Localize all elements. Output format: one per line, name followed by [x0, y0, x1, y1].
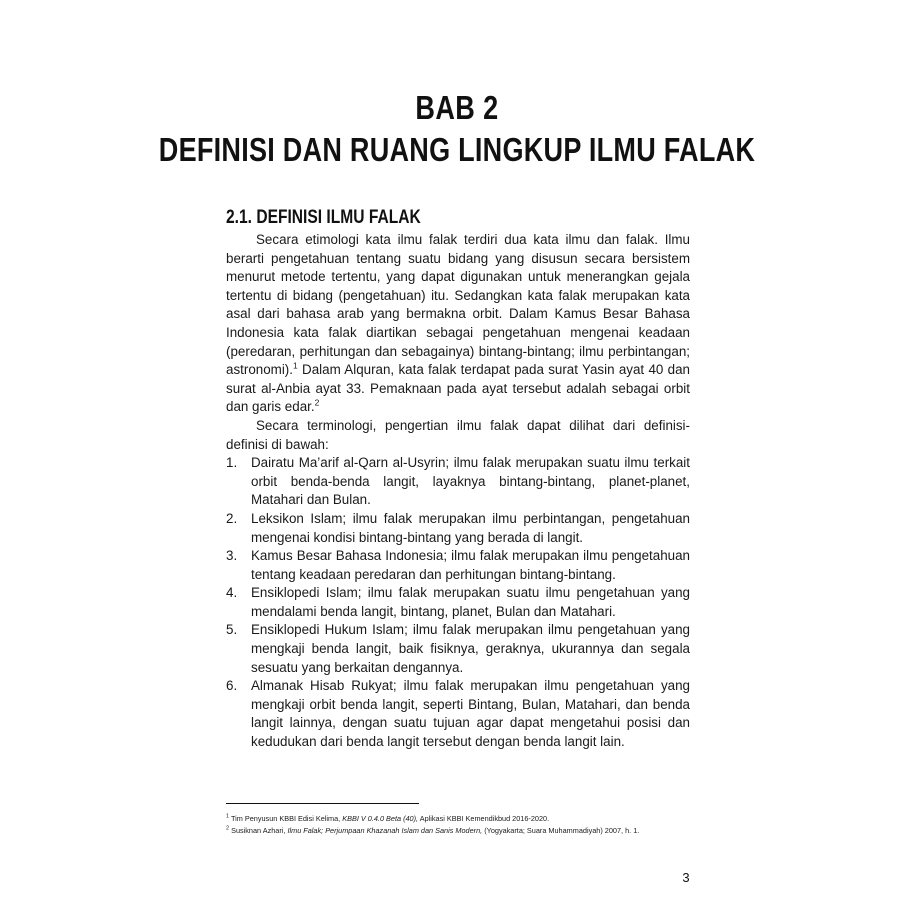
footnote-text: Tim Penyusun KBBI Edisi Kelima,: [229, 814, 343, 823]
chapter-heading: [82, 88, 831, 170]
list-item-text: Ensiklopedi Islam; ilmu falak merupakan suatu ilmu pengetahuan yang mendalami benda langit, bintang, planet, Bulan dan Matahari.: [251, 585, 690, 619]
chapter-number: BAB 2: [415, 89, 499, 126]
footnote-mark: 1: [226, 813, 230, 820]
list-item-number: 2.: [226, 510, 238, 526]
list-item-text: Kamus Besar Bahasa Indonesia; ilmu falak merupakan ilmu pengetahuan tentang keadaan peredaran dan perhitungan bintang-bintang.: [251, 548, 690, 582]
footnote-italic-title: Ilmu Falak; Perjumpaan Khazanah Islam dan Sanis Modern,: [287, 826, 483, 835]
footnote-2: [226, 825, 696, 837]
footnote-mark: 2: [226, 825, 230, 832]
list-item-text: Almanak Hisab Rukyat; ilmu falak merupakan ilmu pengetahuan yang mengkaji orbit benda langit, seperti Bintang, Bulan, Matahari, dan benda langit lainnya, dengan suatu tujuan agar dapat mengetahui posisi dan kedudukan dari benda langit tersebut dengan benda langit lain.: [251, 678, 690, 750]
footnote-ref-2: 2: [314, 397, 320, 408]
footnote-text: Aplikasi KBBI Kemendikbud 2016-2020.: [418, 814, 550, 823]
list-item-number: 6.: [226, 678, 238, 694]
list-item: [226, 584, 690, 621]
list-item: [226, 510, 690, 547]
list-item: [226, 677, 690, 751]
etymology-paragraph: [226, 231, 690, 417]
etymology-text-continued: Dalam Alquran, kata falak terdapat pada surat Yasin ayat 40 dan surat al-Anbia ayat 33. Pemaknaan pada ayat tersebut adalah sebagai orbit dan garis edar.: [226, 362, 690, 415]
list-item-number: 3.: [226, 548, 238, 564]
footnote-italic-title: KBBI V 0.4.0 Beta (40),: [342, 814, 419, 823]
list-item: [226, 454, 690, 510]
page-number: 3: [682, 870, 690, 885]
chapter-title: DEFINISI DAN RUANG LINGKUP ILMU FALAK: [158, 131, 756, 168]
terminology-paragraph: Secara terminologi, pengertian ilmu falak dapat dilihat dari definisi-definisi di bawah:: [226, 417, 690, 452]
list-item: [226, 547, 690, 584]
list-item-number: 4.: [226, 585, 238, 601]
list-item-text: Ensiklopedi Hukum Islam; ilmu falak merupakan ilmu pengetahuan yang mengkaji benda langit, baik fisiknya, geraknya, ukurannya dan segala sesuatu yang berkaitan dengannya.: [251, 622, 690, 675]
footnote-text: (Yogyakarta; Suara Muhammadiyah) 2007, h. 1.: [482, 826, 640, 835]
etymology-text: Secara etimologi kata ilmu falak terdiri dua kata ilmu dan falak. Ilmu berarti pengetahuan tentang suatu bidang yang disusun secara bersistem menurut metode tertentu, yang dapat digunakan untuk menerangkan gejala tertentu di bidang (pengetahuan) itu. Sedangkan kata falak merupakan kata asal dari bahasa arab yang bermakna orbit. Dalam Kamus Besar Bahasa Indonesia kata falak diartikan sebagai pengetahuan mengenai keadaan (peredaran, perhitungan dan sebagainya) bintang-bintang; ilmu perbintangan; astronomi).: [226, 232, 690, 378]
footnote-text: Susiknan Azhari,: [229, 826, 288, 835]
footnotes: [226, 813, 696, 837]
section-title: 2.1. DEFINISI ILMU FALAK: [226, 207, 421, 228]
footnote-ref-1: 1: [292, 360, 298, 371]
body-text: [226, 231, 690, 752]
footnote-separator: [226, 803, 419, 804]
footnote-1: [226, 813, 696, 825]
list-item: [226, 621, 690, 677]
list-item-number: 1.: [226, 455, 238, 471]
definition-list: [226, 454, 690, 752]
list-item-text: Leksikon Islam; ilmu falak merupakan ilmu perbintangan, pengetahuan mengenai kondisi bintang-bintang yang berada di langit.: [251, 510, 690, 545]
list-item-number: 5.: [226, 622, 238, 638]
list-item-text: Dairatu Ma’arif al-Qarn al-Usyrin; ilmu falak merupakan suatu ilmu terkait orbit benda-benda langit, layaknya bintang-bintang, planet-planet, Matahari dan Bulan.: [251, 455, 690, 508]
